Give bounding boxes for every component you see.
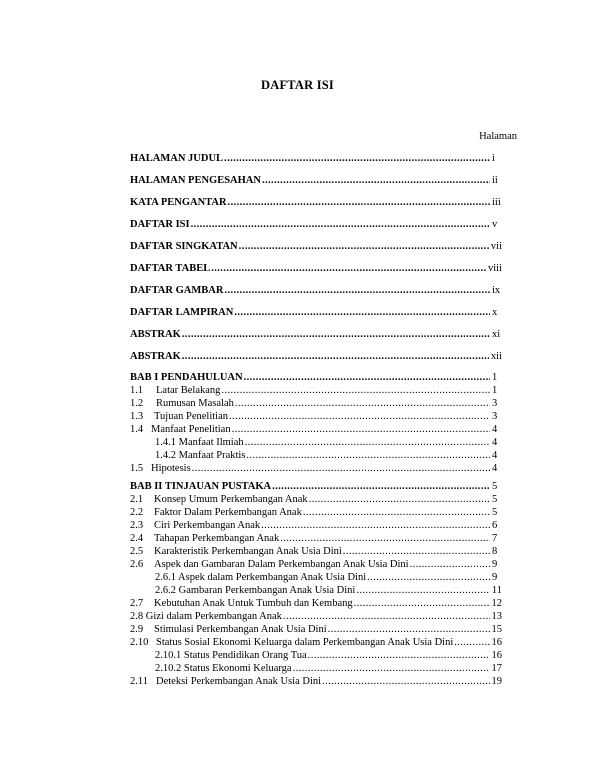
toc-page-number: 4	[492, 424, 498, 435]
toc-subsection[interactable]	[130, 585, 502, 597]
dot-leader	[356, 585, 490, 597]
dot-leader	[234, 307, 490, 319]
toc-entry-text: HALAMAN PENGESAHAN	[130, 175, 261, 186]
toc-page-number: 4	[492, 463, 498, 474]
toc-page-number: vii	[490, 241, 502, 252]
toc-page-number: xii	[490, 351, 502, 362]
toc-page-number: 1	[492, 372, 498, 383]
toc-page-number: 12	[491, 598, 502, 609]
toc-page-number: 16	[491, 650, 502, 661]
toc-entry-kata-pengantar[interactable]	[130, 197, 502, 209]
toc-page-number: 1	[492, 385, 498, 396]
toc-section-number: 2.6	[130, 559, 144, 570]
toc-section[interactable]	[130, 676, 502, 688]
toc-entry-halaman-pengesahan[interactable]	[130, 175, 502, 187]
toc-page-number: 4	[492, 437, 498, 448]
toc-entry-text: DAFTAR ISI	[130, 219, 190, 230]
dot-leader	[354, 598, 490, 610]
toc-section-text: Status Sosial Ekonomi Keluarga dalam Perkembangan Anak Usia Dini	[156, 637, 454, 648]
toc-section-text: Faktor Dalam Perkembangan Anak	[154, 507, 302, 518]
toc-page-number: i	[492, 153, 495, 164]
toc-section-text: Karakteristik Perkembangan Anak Usia Dini	[154, 546, 342, 557]
toc-subsection[interactable]	[130, 650, 502, 662]
dot-leader	[232, 424, 490, 436]
toc-section-text: Tahapan Perkembangan Anak	[154, 533, 280, 544]
toc-page-number: xi	[492, 329, 501, 340]
toc-section[interactable]	[130, 494, 502, 506]
toc-entry-abstract[interactable]	[130, 351, 502, 363]
toc-entry-text: ABSTRAK	[130, 329, 181, 340]
dot-leader	[303, 507, 490, 519]
toc-entry-halaman-judul[interactable]	[130, 153, 502, 165]
toc-entry-abstrak[interactable]	[130, 329, 502, 341]
toc-entry-text: ABSTRAK	[130, 351, 181, 362]
toc-section-number: 2.5	[130, 546, 144, 557]
dot-leader	[239, 241, 489, 253]
dot-leader	[454, 637, 489, 649]
dot-leader	[191, 219, 490, 231]
page-title: DAFTAR ISI	[261, 78, 334, 92]
toc-entry-text: KATA PENGANTAR	[130, 197, 227, 208]
toc-page-number: ix	[492, 285, 501, 296]
toc-page-number: 13	[491, 611, 502, 622]
toc-page-number: ii	[492, 175, 498, 186]
toc-subsection-text: 2.10.2 Status Ekonomi Keluarga	[155, 663, 292, 674]
dot-leader	[367, 572, 490, 584]
toc-subsection-text: 2.6.1 Aspek dalam Perkembangan Anak Usia Dini	[155, 572, 367, 583]
toc-section-number: 1.4	[130, 424, 144, 435]
dot-leader	[245, 437, 490, 449]
toc-entry-text: DAFTAR TABEL	[130, 263, 211, 274]
toc-page-number: 8	[492, 546, 498, 557]
toc-entry-text: HALAMAN JUDUL	[130, 153, 224, 164]
toc-page-number: 5	[492, 494, 498, 505]
toc-entry-daftar-tabel[interactable]	[130, 263, 502, 275]
dot-leader	[192, 463, 490, 475]
toc-section-number: 1.5	[130, 463, 144, 474]
toc-section[interactable]	[130, 559, 502, 571]
toc-section[interactable]	[130, 520, 502, 532]
dot-leader	[410, 559, 490, 571]
toc-section-number: 2.4	[130, 533, 144, 544]
dot-leader	[261, 520, 490, 532]
toc-page-number: 16	[491, 637, 502, 648]
toc-section-text: Aspek dan Gambaran Dalam Perkembangan Anak Usia Dini	[154, 559, 409, 570]
toc-section[interactable]	[130, 611, 502, 623]
toc-section-text: Manfaat Penelitian	[151, 424, 231, 435]
toc-page-number: 5	[492, 507, 498, 518]
toc-page-number: 5	[492, 481, 498, 492]
toc-subsection[interactable]	[130, 663, 502, 675]
dot-leader	[328, 624, 490, 636]
toc-section-number: 2.9	[130, 624, 144, 635]
toc-section-text: Hipotesis	[151, 463, 191, 474]
toc-section[interactable]	[130, 398, 502, 410]
toc-section[interactable]	[130, 411, 502, 423]
toc-section-number: 2.3	[130, 520, 144, 531]
toc-entry-daftar-singkatan[interactable]	[130, 241, 502, 253]
toc-entry-daftar-gambar[interactable]	[130, 285, 502, 297]
dot-leader	[343, 546, 490, 558]
toc-page-number: 7	[492, 533, 498, 544]
toc-page-number: 11	[491, 585, 502, 596]
dot-leader	[244, 372, 490, 384]
toc-subsection[interactable]	[130, 572, 502, 584]
dot-leader	[229, 411, 490, 423]
toc-section-number: 2.2	[130, 507, 144, 518]
toc-page-number: 3	[492, 411, 498, 422]
dot-leader	[228, 197, 490, 209]
toc-subsection-text: 2.6.2 Gambaran Perkembangan Anak Usia Dini	[155, 585, 356, 596]
toc-section[interactable]	[130, 637, 502, 649]
toc-section[interactable]	[130, 598, 502, 610]
toc-page-number: 9	[492, 559, 498, 570]
toc-subsection-text: 2.10.1 Status Pendidikan Orang Tua	[155, 650, 307, 661]
toc-chapter-text: BAB I PENDAHULUAN	[130, 372, 243, 383]
toc-section-text: Deteksi Perkembangan Anak Usia Dini	[156, 676, 322, 687]
page-column-label: Halaman	[479, 131, 517, 142]
dot-leader	[293, 663, 490, 675]
toc-section-text: 2.8 Gizi dalam Perkembangan Anak	[130, 611, 282, 622]
toc-subsection-text: 1.4.1 Manfaat Ilmiah	[155, 437, 244, 448]
dot-leader	[235, 398, 490, 410]
dot-leader	[322, 676, 489, 688]
dot-leader	[182, 351, 489, 363]
toc-section-number: 1.2	[130, 398, 144, 409]
dot-leader	[224, 153, 490, 165]
toc-section-text: Latar Belakang	[156, 385, 221, 396]
toc-subsection[interactable]	[130, 437, 502, 449]
toc-section[interactable]	[130, 546, 502, 558]
toc-page-number: 17	[491, 663, 502, 674]
toc-subsection-text: 1.4.2 Manfaat Praktis	[155, 450, 246, 461]
toc-section-text: Rumusan Masalah	[156, 398, 234, 409]
toc-section-text: Tujuan Penelitian	[154, 411, 228, 422]
toc-section[interactable]	[130, 507, 502, 519]
toc-section-number: 1.1	[130, 385, 144, 396]
toc-section[interactable]	[130, 624, 502, 636]
toc-entry-text: DAFTAR GAMBAR	[130, 285, 224, 296]
dot-leader	[283, 611, 490, 623]
dot-leader	[262, 175, 490, 187]
toc-page-number: 3	[492, 398, 498, 409]
dot-leader	[224, 285, 490, 297]
toc-section[interactable]	[130, 424, 502, 436]
dot-leader	[182, 329, 490, 341]
toc-page-number: v	[492, 219, 498, 230]
toc-entry-text: DAFTAR LAMPIRAN	[130, 307, 234, 318]
toc-section-number: 2.1	[130, 494, 144, 505]
toc-subsection[interactable]	[130, 450, 502, 462]
toc-section-number: 2.11	[130, 676, 148, 687]
toc-section[interactable]	[130, 533, 502, 545]
dot-leader	[308, 650, 490, 662]
toc-page-number: 19	[491, 676, 502, 687]
toc-section-text: Stimulasi Perkembangan Anak Usia Dini	[154, 624, 327, 635]
toc-page-number: iii	[492, 197, 501, 208]
toc-page-number: 6	[492, 520, 498, 531]
toc-section-number: 2.7	[130, 598, 144, 609]
dot-leader	[280, 533, 490, 545]
toc-page-number: 9	[492, 572, 498, 583]
toc-page-number: x	[492, 307, 498, 318]
toc-section-text: Kebutuhan Anak Untuk Tumbuh dan Kembang	[154, 598, 353, 609]
toc-entry-daftar-lampiran[interactable]	[130, 307, 502, 319]
toc-chapter-text: BAB II TINJAUAN PUSTAKA	[130, 481, 272, 492]
dot-leader	[211, 263, 486, 275]
toc-section-number: 2.10	[130, 637, 149, 648]
toc-chapter-2[interactable]	[130, 481, 502, 493]
toc-page-number: 4	[492, 450, 498, 461]
toc-entry-daftar-isi[interactable]	[130, 219, 502, 231]
toc-page-number: viii	[487, 263, 502, 274]
toc-section[interactable]	[130, 463, 502, 475]
dot-leader	[221, 385, 490, 397]
toc-section-number: 1.3	[130, 411, 144, 422]
dot-leader	[246, 450, 490, 462]
toc-chapter-1[interactable]	[130, 372, 502, 384]
toc-entry-text: DAFTAR SINGKATAN	[130, 241, 238, 252]
toc-section[interactable]	[130, 385, 502, 397]
dot-leader	[272, 481, 490, 493]
toc-section-text: Ciri Perkembangan Anak	[154, 520, 261, 531]
toc-page-number: 15	[491, 624, 502, 635]
toc-section-text: Konsep Umum Perkembangan Anak	[154, 494, 308, 505]
dot-leader	[309, 494, 490, 506]
